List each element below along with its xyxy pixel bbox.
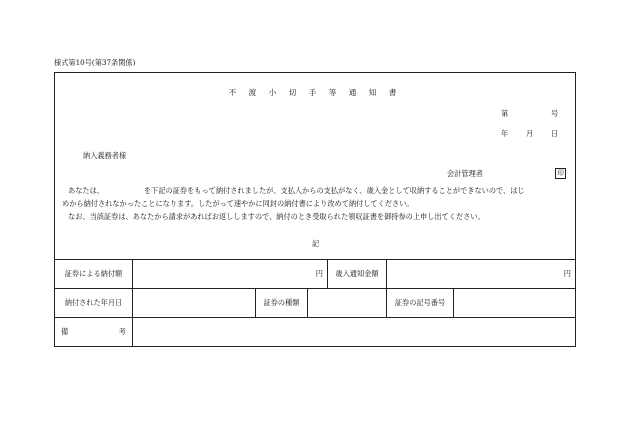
seal-mark: 印 <box>555 168 566 179</box>
body-line-3-text: なお、当該証券は、あなたから請求があればお返ししますので、納付のとき受取られた領収証書を御持参の上申し出てください。 <box>68 212 485 221</box>
number-suffix: 号 <box>551 109 559 118</box>
number-prefix: 第 <box>501 109 509 118</box>
label-remarks-2: 考 <box>118 327 126 336</box>
yen-unit-1: 円 <box>315 269 323 278</box>
notice-body <box>62 184 574 223</box>
form-number-label: 様式第10号(第37条関係) <box>54 58 136 67</box>
payment-date-field[interactable] <box>133 289 255 317</box>
payment-amount-field[interactable] <box>133 260 327 288</box>
body-line-1 <box>62 184 574 197</box>
label-security-type: 証券の種類 <box>263 298 300 307</box>
body-line-2: めから納付されなかったことになります。したがって速やかに同封の納付書により改めて納付してください。 <box>62 199 414 208</box>
body-line-3 <box>62 210 574 223</box>
label-notice-amount: 歳入通知金額 <box>335 269 379 278</box>
addressee: 納入義務者様 <box>83 151 127 160</box>
body-line-1b: を下記の証券をもって納付されましたが、支払人からの支払がなく、歳入金として収納することができないので、はじ <box>143 186 525 195</box>
label-payment-date: 納付された年月日 <box>64 298 123 307</box>
label-payment-amount: 証券による納付額 <box>64 269 123 278</box>
label-security-number: 証券の記号番号 <box>394 298 446 307</box>
label-remarks <box>55 318 132 346</box>
ki-label: 記 <box>312 239 320 248</box>
notice-form <box>54 72 576 347</box>
date-day: 日 <box>551 129 559 138</box>
issuer-label: 会計管理者 <box>447 169 483 178</box>
date-year: 年 <box>501 129 509 138</box>
notice-amount-field[interactable] <box>387 260 575 288</box>
body-line-1a: あなたは、 <box>68 186 104 195</box>
form-title: 不 渡 小 切 手 等 通 知 書 <box>228 88 402 97</box>
security-number-field[interactable] <box>454 289 575 317</box>
yen-unit-2: 円 <box>563 269 571 278</box>
date-month: 月 <box>526 129 534 138</box>
security-type-field[interactable] <box>308 289 386 317</box>
remarks-field[interactable] <box>133 318 575 346</box>
label-remarks-1: 備 <box>61 327 69 336</box>
